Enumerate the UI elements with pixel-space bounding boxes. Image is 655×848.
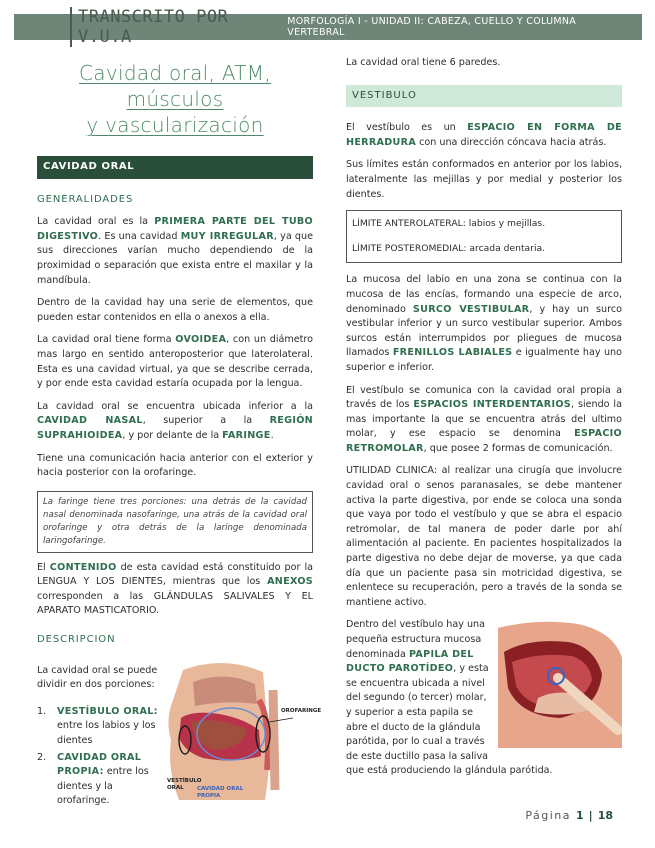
page-footer: Página 1 | 18: [525, 809, 613, 822]
paragraph-shape: La cavidad oral tiene forma OVOIDEA, con un diámetro mas largo en sentido anteroposterior que laterolateral. Esta es una cavidad virtual, ya que se describe cerrada, y por ende esta cavidad estaría ocupada por la lengua.: [37, 334, 313, 390]
paragraph-vestibule-limits: Sus límites están conformados en anterior por los labios, lateralmente las mejillas y por medial y posterior los dientes.: [346, 159, 622, 200]
limit-anterolateral: LÍMITE ANTEROLATERAL: labios y mejillas.: [352, 218, 546, 230]
paragraph-intro: La cavidad oral es la PRIMERA PARTE DEL TUBO DIGESTIVO. Es una cavidad MUY IRREGULAR, ya que sus direcciones varían mucho dependiendo de la proximidad o separación que exista entre el maxilar y la mandíbula.: [37, 216, 314, 286]
subhead-descripcion: DESCRIPCION: [37, 634, 116, 646]
list-item: 2. CAVIDAD ORAL PROPIA: entre los dientes y la orofaringe.: [37, 751, 149, 807]
oral-cavity-illustration: [163, 660, 322, 800]
left-column: [37, 52, 322, 811]
paragraph-mucosa: La mucosa del labio en una zona se continua con la mucosa de las encías, formando una especie de arco, denominado SURCO VESTIBULAR, y hay un surco vestibular inferior y un surco vestibular superior. Ambos surcos están interrumpidos por pliegues de mucosa llamados FRENILLOS LABIALES e igualmente hay uno superior e inferior.: [346, 274, 623, 373]
page-label: Página: [525, 809, 571, 822]
paragraph-papila-end: que está produciendo la glándula parótida.: [346, 765, 553, 777]
paragraph-walls: La cavidad oral tiene 6 paredes.: [346, 57, 501, 68]
paragraph-communication: El vestíbulo se comunica con la cavidad oral propia a través de los ESPACIOS INTERDENTARIOS, siendo la mas importante la que se encuentra atrás del ultimo molar, y ese espacio se denomina ESPACIO RETROMOLAR, que posee 2 formas de comunicación.: [346, 384, 622, 454]
open-mouth-photo: [498, 618, 622, 748]
right-column: [346, 52, 622, 779]
paragraph-vestibule-shape: El vestíbulo es un ESPACIO EN FORMA DE HERRADURA con una dirección cóncava hacia atrás.: [346, 122, 622, 148]
portions-list: [37, 705, 158, 809]
limits-box: [346, 210, 622, 263]
list-item: 1. VESTÍBULO ORAL: entre los labios y los dientes: [37, 705, 158, 747]
paragraph-location: La cavidad oral se encuentra ubicada inferior a la CAVIDAD NASAL, superior a la REGIÓN SUPRAHIOIDEA, y por delante de la FARINGE.: [37, 400, 313, 441]
limit-posteromedial: LÍMITE POSTEROMEDIAL: arcada dentaria.: [352, 242, 546, 254]
paragraph-clinical-utility: UTILIDAD CLINICA: al realizar una cirugía que involucre cavidad oral o senos paranasales, se debe mantener activa la parte digestiva, por ende se coloca una sonda que vaya por todo el vestíbulo y que se abra el espacio retromolar, de tal manera de poder darle por ahí alimentación al paciente. En pacientes hospitalizados la parte digestiva no debe dejar de moverse, ya que cada día que un paciente pasa sin motricidad digestiva, se enlentece su recuperación, pero a través de la sonda se mantiene activo.: [346, 465, 622, 608]
description-block: [37, 656, 322, 811]
papila-block: [346, 618, 622, 764]
label-cavidad-oral-propia: CAVIDAD ORAL PROPIA: [197, 785, 244, 799]
label-orofaringe: OROFARINGE: [281, 707, 322, 714]
section-cavidad-oral: CAVIDAD ORAL: [37, 156, 313, 179]
page-number: 1: [576, 809, 584, 822]
transcriber-brand: TRANSCRITO POR V.U.A: [70, 7, 287, 47]
pharynx-note: La faringe tiene tres porciones: una detrás de la cavidad nasal denominada nasofaringe, una atrás de la cavidad oral orofaringe y otra detrás de la laringe denominada laringofaringe.: [37, 491, 313, 553]
page-total: 18: [597, 809, 613, 822]
page-title: Cavidad oral, ATM, músculos y vascularización: [79, 61, 271, 137]
paragraph-content: El CONTENIDO de esta cavidad está constituido por la LENGUA Y LOS DIENTES, mientras que los ANEXOS corresponden a las GLÁNDULAS SALIVALES Y EL APARATO MASTICATORIO.: [37, 561, 314, 617]
page-header: [14, 7, 642, 47]
paragraph-division: La cavidad oral se puede dividir en dos porciones:: [37, 664, 158, 691]
paragraph-papila: Dentro del vestíbulo hay una pequeña estructura mucosa denominada PAPILA DEL DUCTO PAROTÍDEO, y esta se encuentra ubicada a nivel del segundo (o tercer) molar, y superior a esta papila se abre el ducto de la glándula parótida, por lo cual a través de este ductillo pasa la saliva: [346, 619, 489, 762]
subhead-generalidades: GENERALIDADES: [37, 193, 134, 205]
label-vestibulo-oral: VESTÍBULO ORAL: [167, 777, 202, 791]
paragraph-elements: Dentro de la cavidad hay una serie de elementos, que pueden estar contenidos en ella o anexos a ella.: [37, 297, 313, 323]
section-vestibulo: VESTIBULO: [346, 85, 622, 108]
course-title: MORFOLOGÍA I - UNIDAD II: CABEZA, CUELLO Y COLUMNA VERTEBRAL: [287, 16, 577, 38]
paragraph-communication: Tiene una comunicación hacia anterior con el exterior y hacia posterior con la orofaringe.: [37, 452, 313, 479]
